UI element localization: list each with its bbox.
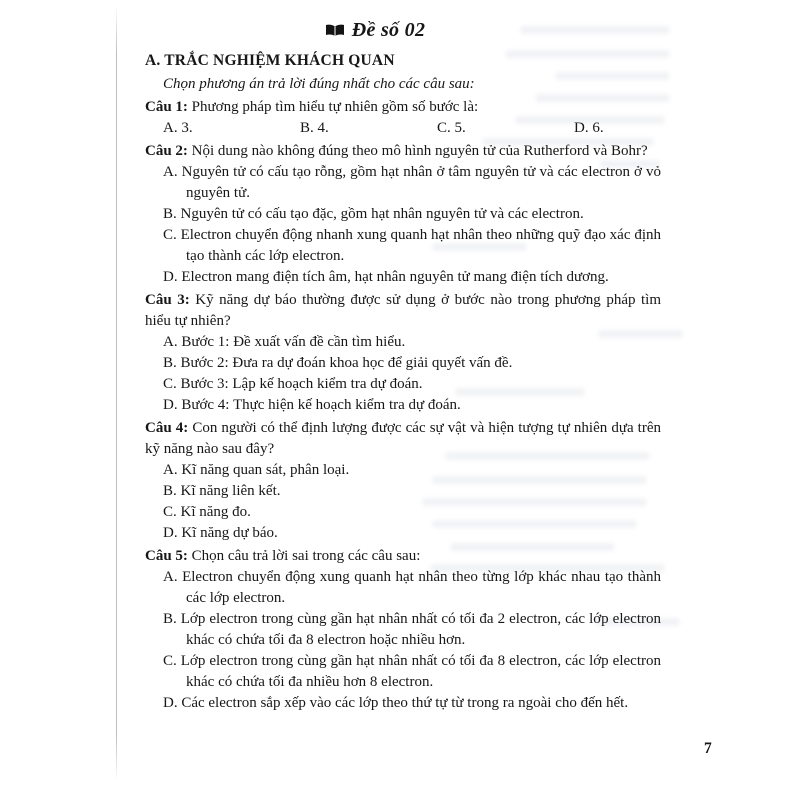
question-label: Câu 1: [145,99,188,115]
question-block [145,141,661,288]
answer-option: C. 5. [437,120,466,136]
question-text: Câu 3: Kỹ năng dự báo thường được sử dụng ở bước nào trong phương pháp tìm hiểu tự nhiên? [145,292,662,329]
question-label: Câu 2: [145,143,188,159]
answer-option: C. Bước 3: Lập kế hoạch kiểm tra dự đoán. [163,376,423,392]
answer-option: A. 3. [163,120,193,136]
question-label: Câu 3: [145,292,190,308]
answer-option: A. Bước 1: Đề xuất vấn đề cần tìm hiểu. [163,334,406,350]
question-label: Câu 5: [145,548,188,564]
answer-option: D. 6. [574,120,604,136]
question-block [145,546,661,714]
answer-option: C. Lớp electron trong cùng gần hạt nhân nhất có tối đa 8 electron, các lớp electron khác có chứa tối đa nhiều hơn 8 electron. [163,653,661,690]
answer-option: D. Kĩ năng dự báo. [163,525,278,541]
question-text: Câu 5: Chọn câu trả lời sai trong các câu sau: [145,548,421,564]
answer-option: B. Kĩ năng liên kết. [163,483,281,499]
page-content [145,20,661,716]
answer-option: A. Electron chuyển động xung quanh hạt nhân theo từng lớp khác nhau tạo thành các lớp electron. [163,569,661,606]
page-header [117,20,633,42]
question-text: Câu 1: Phương pháp tìm hiểu tự nhiên gồm số bước là: [145,99,479,115]
question-block [145,290,661,416]
answer-option: D. Electron mang điện tích âm, hạt nhân nguyên tử mang điện tích dương. [163,269,609,285]
instruction-text: Chọn phương án trả lời đúng nhất cho các câu sau: [163,76,475,92]
question-text: Câu 2: Nội dung nào không đúng theo mô hình nguyên tử của Rutherford và Bohr? [145,143,648,159]
question-text: Câu 4: Con người có thể định lượng được các sự vật và hiện tượng tự nhiên dựa trên kỹ năng nào sau đây? [145,420,662,457]
answer-option: B. 4. [300,120,329,136]
answer-option: C. Electron chuyển động nhanh xung quanh hạt nhân theo những quỹ đạo xác định tạo thành các lớp electron. [163,227,661,264]
question-block [145,97,661,139]
answer-option: D. Bước 4: Thực hiện kế hoạch kiểm tra dự đoán. [163,397,461,413]
page-number: 7 [704,740,712,757]
page-title: Đề số 02 [351,19,426,41]
answer-option: A. Nguyên tử có cấu tạo rỗng, gồm hạt nhân ở tâm nguyên tử và các electron ở vỏ nguyên tử. [163,164,661,201]
question-block [145,418,661,544]
answer-option: C. Kĩ năng đo. [163,504,251,520]
section-title: A. TRẮC NGHIỆM KHÁCH QUAN [145,52,395,69]
answer-options-row [163,118,661,139]
answer-option: D. Các electron sắp xếp vào các lớp theo thứ tự từ trong ra ngoài cho đến hết. [163,695,629,711]
answer-option: B. Nguyên tử có cấu tạo đặc, gồm hạt nhân nguyên tử và các electron. [163,206,584,222]
questions-list [145,97,661,714]
book-icon [325,21,345,42]
page-edge-line [116,6,117,782]
answer-option: B. Lớp electron trong cùng gần hạt nhân nhất có tối đa 2 electron, các lớp electron khác có chứa tối đa 8 electron hoặc nhiều hơn. [163,611,661,648]
answer-option: A. Kĩ năng quan sát, phân loại. [163,462,350,478]
question-label: Câu 4: [145,420,189,436]
answer-option: B. Bước 2: Đưa ra dự đoán khoa học để giải quyết vấn đề. [163,355,513,371]
